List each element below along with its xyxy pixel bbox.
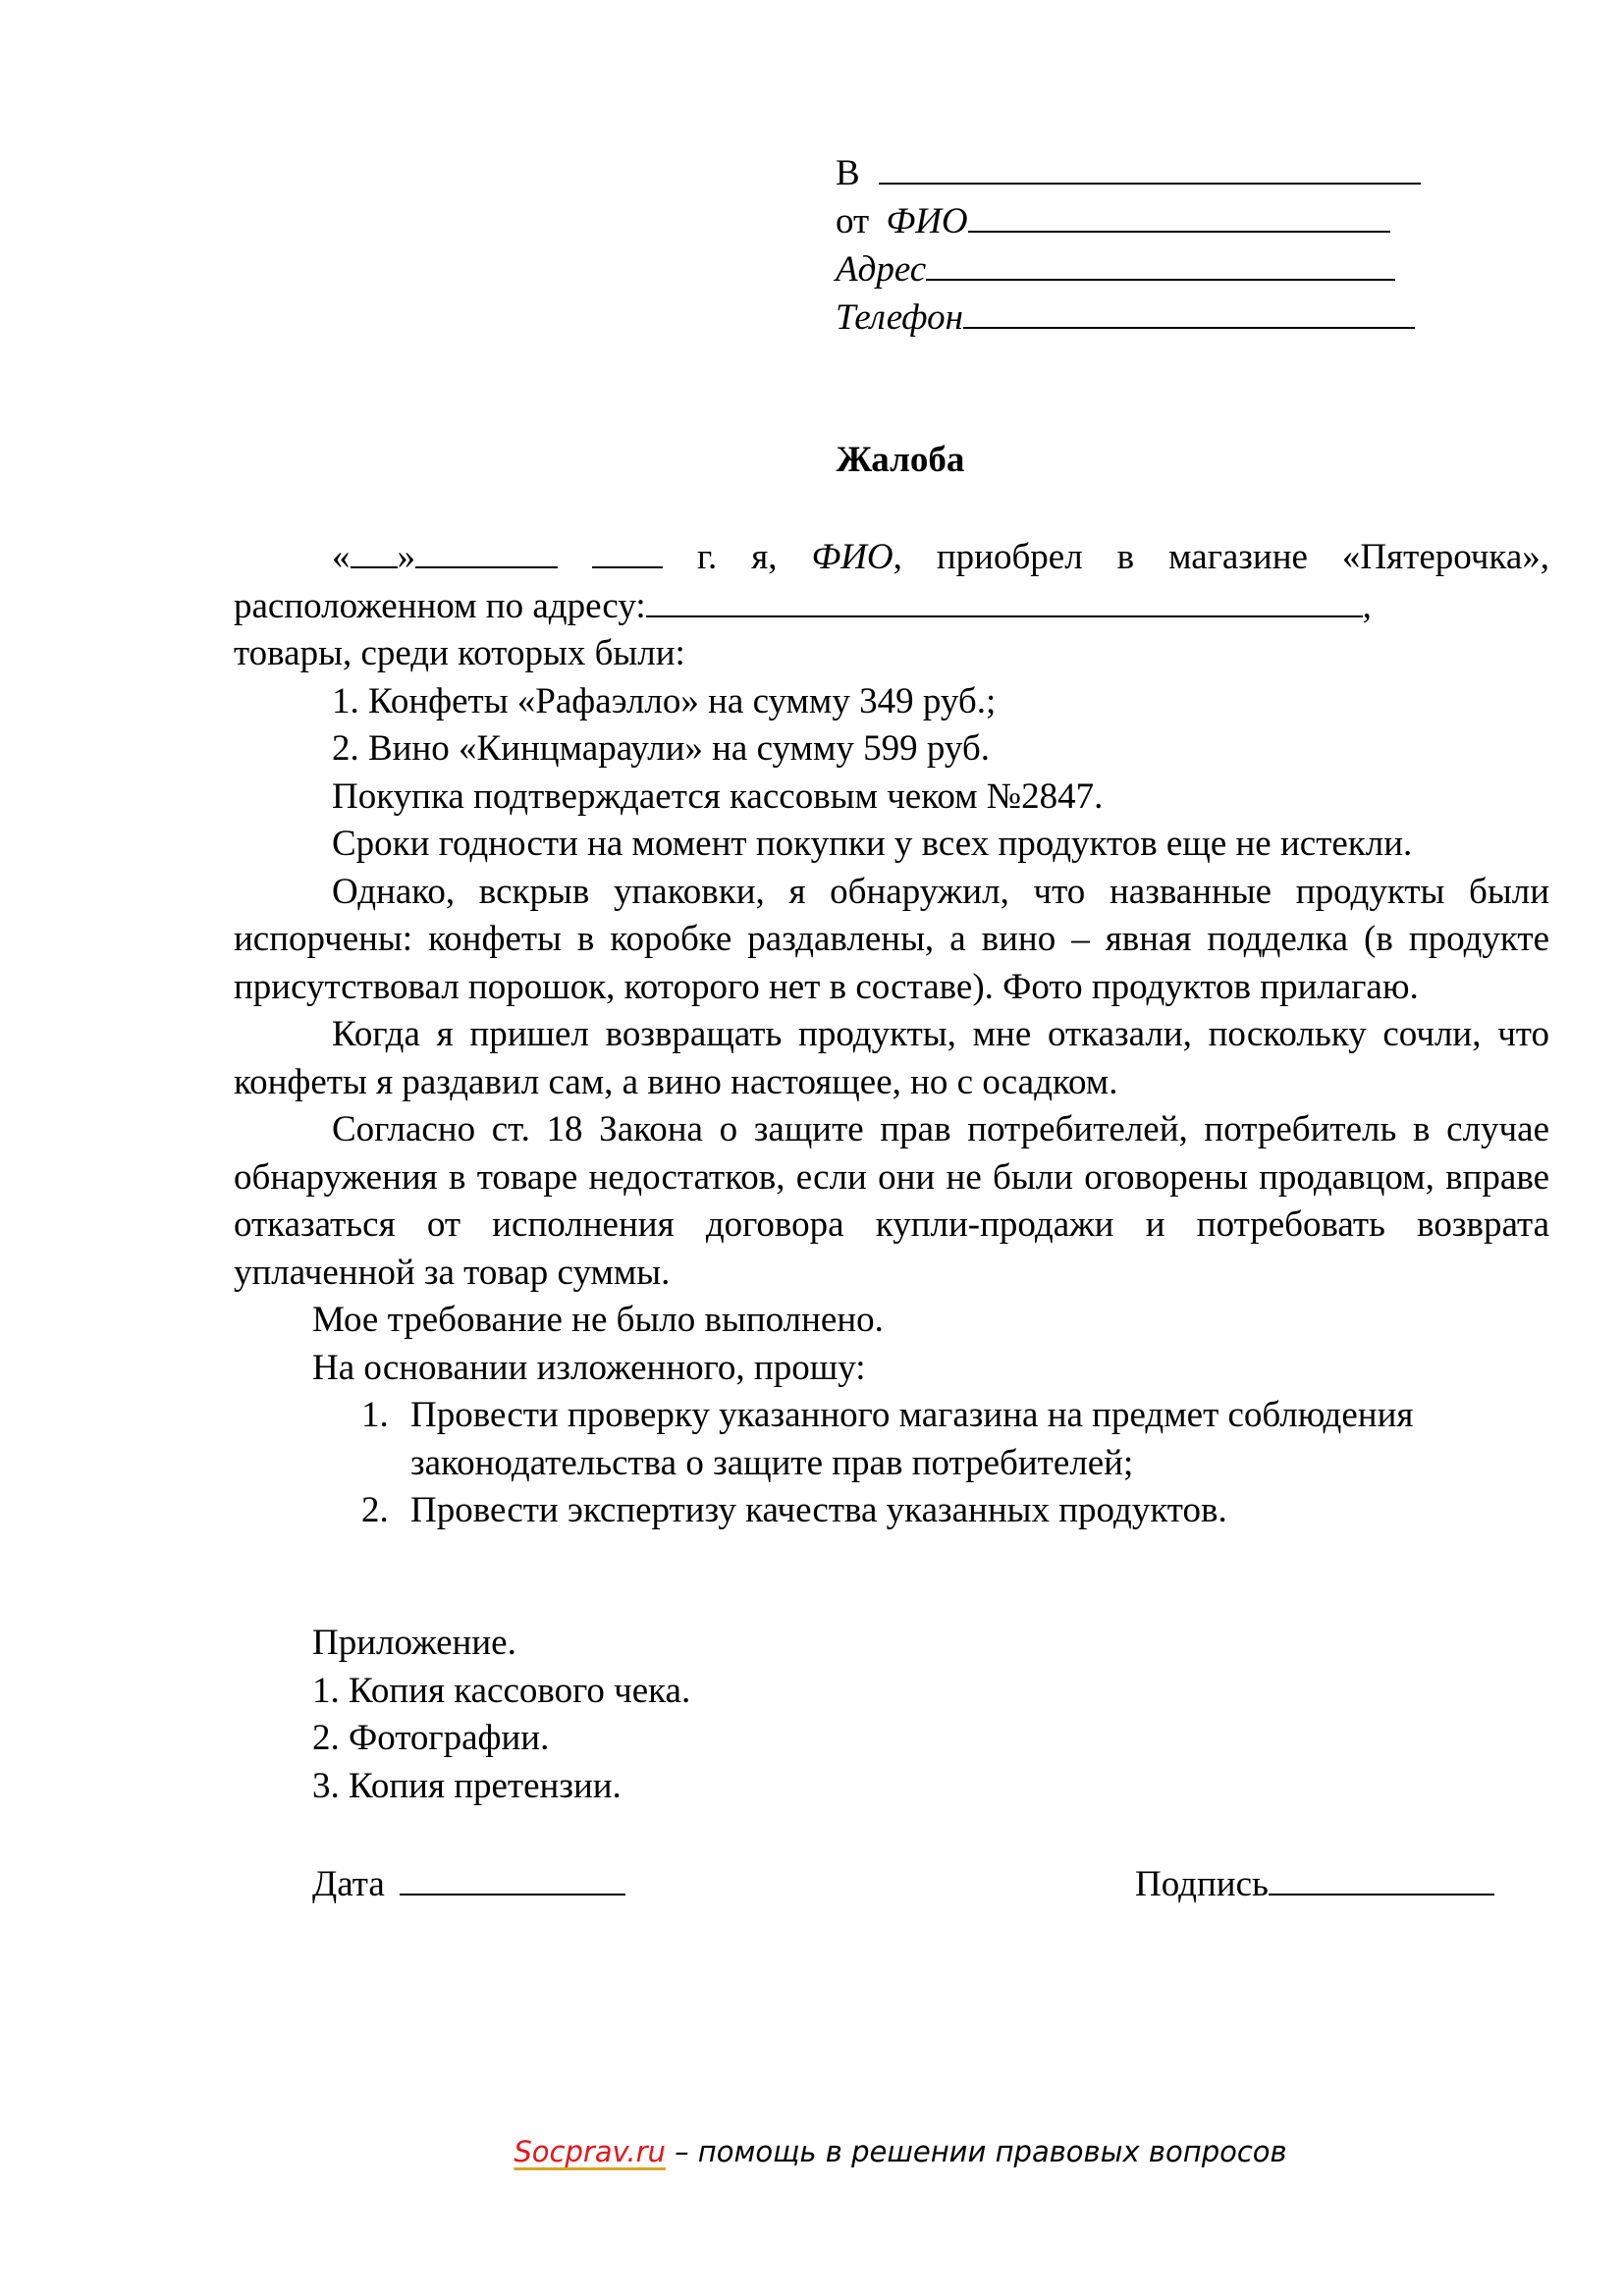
date-field [312, 1860, 625, 1908]
from-label: от [836, 201, 870, 241]
request-item-2: 2. Провести экспертизу качества указанных продуктов. [361, 1490, 1227, 1530]
requests-list [234, 1392, 1549, 1535]
addressee-from-row [836, 197, 1421, 245]
phone-blank-line [963, 294, 1415, 329]
not-fulfilled-paragraph: Мое требование не было выполнено. [312, 1300, 884, 1340]
request-intro-paragraph: На основании изложенного, прошу: [312, 1347, 866, 1388]
intro-line-1: « » г. я, ФИО, приобрел в магазине «Пятерочка», [234, 533, 1549, 582]
store-address-blank [646, 582, 1363, 617]
signature-field [1135, 1860, 1494, 1908]
to-blank-line [879, 149, 1421, 185]
addressee-phone-row [836, 294, 1421, 342]
attachment-item: 2. Фотографии. [312, 1718, 550, 1758]
expiry-paragraph: Сроки годности на момент покупки у всех продуктов еще не истекли. [332, 824, 1413, 864]
day-blank [351, 533, 398, 568]
month-blank [415, 533, 558, 568]
address-blank-line [926, 245, 1395, 281]
date-blank-line [400, 1860, 625, 1896]
attachments-block [312, 1620, 690, 1810]
date-label: Дата [312, 1864, 385, 1904]
intro-line-2: расположенном по адресу: , [234, 582, 1549, 631]
complaint-body [234, 533, 1549, 1535]
refusal-paragraph: Когда я пришел возвращать продукты, мне отказали, поскольку сочли, что конфеты я раздавил сам, а вино настоящее, но с осадком. [234, 1014, 1549, 1102]
page-footer [0, 2132, 1624, 2171]
addressee-address-row [836, 245, 1421, 294]
address-label: Адрес [836, 249, 927, 290]
product-item-1: 1. Конфеты «Рафаэлло» на сумму 349 руб.; [332, 680, 997, 721]
fio-label: ФИО [886, 201, 968, 241]
intro-fio: ФИО [811, 537, 893, 577]
law-paragraph: Согласно ст. 18 Закона о защите прав потребителей, потребитель в случае обнаружения в товаре недостатков, если они не были оговорены продавцом, вправе отказаться от исполнения договора купли-продажи и потребовать возврата уплаченной за товар суммы. [234, 1109, 1549, 1293]
signature-label: Подпись [1135, 1864, 1269, 1904]
phone-label: Телефон [836, 297, 963, 338]
fio-blank-line [968, 197, 1390, 233]
product-item-2: 2. Вино «Кинцмараули» на сумму 599 руб. [332, 728, 990, 769]
attachment-item: 1. Копия кассового чека. [312, 1670, 691, 1711]
attachment-item: 3. Копия претензии. [312, 1765, 622, 1806]
receipt-paragraph: Покупка подтверждается кассовым чеком №2847. [332, 775, 1104, 817]
attachments-heading: Приложение. [312, 1623, 516, 1663]
defect-paragraph: Однако, вскрыв упаковки, я обнаружил, что названные продукты были испорчены: конфеты в коробке раздавлены, а вино – явная подделка (в продукте присутствовал порошок, которого нет в составе). Фото продуктов прилагаю. [234, 871, 1549, 1007]
site-link[interactable]: Socprav.ru [514, 2135, 666, 2168]
year-blank [592, 533, 663, 568]
intro-line-3: товары, среди которых были: [234, 633, 685, 673]
request-item-1: 1. Провести проверку указанного магазина на предмет соблюдения законодательства о защите прав потребителей; [361, 1395, 1414, 1483]
addressee-block [836, 149, 1421, 342]
footer-tagline: – помощь в решении правовых вопросов [665, 2135, 1287, 2168]
addressee-to-row [836, 149, 1421, 197]
to-label: В [836, 153, 860, 193]
signature-blank-line [1269, 1860, 1494, 1896]
document-title: Жалоба [836, 440, 965, 480]
